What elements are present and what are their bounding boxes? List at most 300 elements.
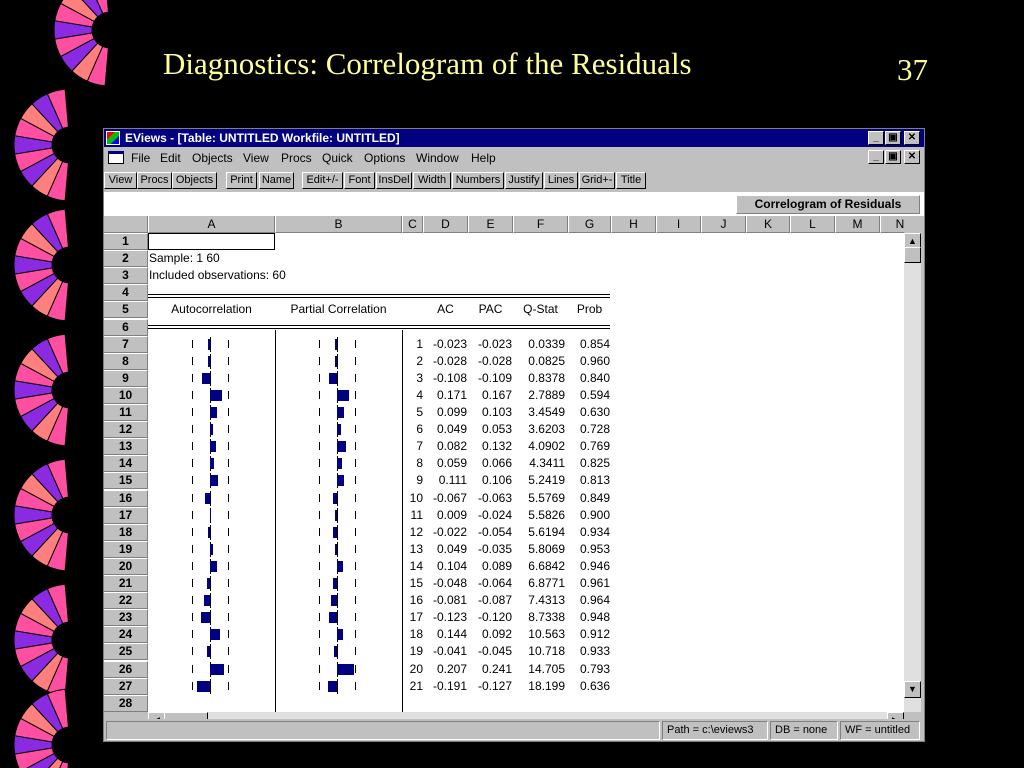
ac-center-line (210, 354, 211, 369)
ac-bound-tick (228, 476, 229, 484)
menu-objects[interactable]: Objects (192, 151, 233, 165)
prob-value: 0.840 (579, 370, 610, 385)
pac-value: 0.066 (481, 456, 512, 471)
edit-area[interactable] (104, 192, 924, 216)
ac-bound-tick (228, 613, 229, 621)
ac-bound-tick (228, 374, 229, 382)
pac-center-line (337, 508, 338, 523)
ac-bound-tick (192, 391, 193, 399)
pac-value: -0.127 (477, 678, 512, 693)
pac-bar (329, 612, 337, 623)
ac-value: -0.067 (432, 490, 467, 505)
vertical-scrollbar[interactable] (904, 233, 921, 712)
ac-bar (205, 493, 210, 504)
ac-bound-tick (192, 665, 193, 673)
ac-bar (208, 356, 210, 367)
ac-value: -0.123 (432, 610, 467, 625)
row-header-2[interactable]: 2 (104, 250, 148, 267)
toolbar-button-font[interactable]: Font (344, 172, 375, 189)
pac-bound-tick (319, 357, 320, 365)
pac-bound-tick (319, 340, 320, 348)
ac-bar (210, 475, 218, 486)
lag-value: 3 (416, 370, 423, 385)
q-stat-value: 2.7889 (528, 387, 565, 402)
row-header-17[interactable]: 17 (104, 507, 148, 524)
toolbar-button-procs[interactable]: Procs (137, 172, 172, 189)
q-stat-value: 0.0825 (528, 353, 565, 368)
table-toolbar (104, 170, 924, 190)
window-title: EViews - [Table: UNTITLED Workfile: UNTITLED] (125, 131, 400, 145)
menu-procs[interactable]: Procs (281, 151, 312, 165)
ac-bound-tick (228, 682, 229, 690)
pac-bound-tick (319, 494, 320, 502)
ac-bound-tick (192, 511, 193, 519)
pac-bar (329, 373, 337, 384)
ac-bound-tick (192, 647, 193, 655)
ac-value: 0.111 (438, 473, 467, 488)
q-stat-value: 0.8378 (528, 370, 565, 385)
ac-value: -0.028 (432, 353, 467, 368)
q-stat-value: 10.718 (528, 644, 565, 659)
ac-value: 0.207 (436, 661, 467, 676)
ac-bar (210, 458, 214, 469)
ac-center-line (210, 610, 211, 625)
toolbar-button-view[interactable]: View (104, 172, 137, 189)
q-stat-value: 7.4313 (528, 593, 565, 608)
row-header-9[interactable]: 9 (104, 370, 148, 387)
pac-bound-tick (355, 647, 356, 655)
pac-value: -0.023 (477, 336, 512, 351)
row-header-20[interactable]: 20 (104, 558, 148, 575)
pac-bound-tick (355, 494, 356, 502)
ac-bound-tick (192, 528, 193, 536)
row-header-5[interactable]: 5 (104, 301, 148, 318)
ac-bound-tick (192, 459, 193, 467)
doc-close-button[interactable]: ✕ (904, 150, 920, 164)
table-top-rule (148, 294, 610, 295)
fan-ornament (14, 209, 68, 321)
lag-value: 2 (416, 353, 423, 368)
ac-bound-tick (192, 579, 193, 587)
pac-bar (337, 441, 346, 452)
column-header-e[interactable]: E (468, 216, 513, 233)
ac-value: -0.191 (432, 678, 467, 693)
pac-bar (334, 646, 337, 657)
q-stat-value: 5.8069 (528, 541, 565, 556)
pac-value: -0.028 (477, 353, 512, 368)
ac-bound-tick (192, 425, 193, 433)
pac-bar (337, 424, 341, 435)
doc-restore-button[interactable]: ▣ (885, 150, 901, 164)
menu-edit[interactable]: Edit (160, 151, 181, 165)
prob-value: 0.933 (579, 644, 610, 659)
slide-title: Diagnostics: Correlogram of the Residuals (163, 46, 692, 81)
pac-value: 0.132 (481, 439, 512, 454)
lag-value: 7 (416, 439, 423, 454)
pac-center-line (337, 354, 338, 369)
row-header-6[interactable]: 6 (104, 319, 148, 336)
pac-bound-tick (355, 613, 356, 621)
fan-ornament (54, 0, 108, 86)
menu-quick[interactable]: Quick (322, 151, 353, 165)
pac-center-line (337, 593, 338, 608)
toolbar-button-width[interactable]: Width (413, 172, 451, 189)
row-header-1[interactable]: 1 (104, 233, 148, 250)
ac-bar (208, 339, 210, 350)
column-header-f[interactable]: F (513, 216, 568, 233)
pac-bound-tick (355, 357, 356, 365)
toolbar-button-name[interactable]: Name (259, 172, 294, 189)
window-title-bar[interactable] (104, 129, 924, 147)
ac-bar (210, 441, 216, 452)
pac-bound-tick (319, 596, 320, 604)
row-header-27[interactable]: 27 (104, 678, 148, 695)
ac-bound-tick (228, 665, 229, 673)
q-stat-value: 4.3411 (529, 456, 565, 471)
pac-bound-tick (355, 682, 356, 690)
pac-bar (333, 493, 337, 504)
pac-bar (335, 339, 337, 350)
ac-bound-tick (228, 340, 229, 348)
pac-bound-tick (319, 665, 320, 673)
pac-bound-tick (355, 442, 356, 450)
ac-bound-tick (192, 682, 193, 690)
ac-center-line (210, 576, 211, 591)
row-header-16[interactable]: 16 (104, 490, 148, 507)
pac-bar (337, 629, 343, 640)
row-header-23[interactable]: 23 (104, 609, 148, 626)
column-header-b[interactable]: B (275, 216, 402, 233)
pac-value: -0.064 (477, 576, 512, 590)
pac-bound-tick (319, 579, 320, 587)
header-ac: AC (437, 302, 454, 317)
pac-bound-tick (319, 682, 320, 690)
ac-bound-tick (228, 562, 229, 570)
ac-bound-tick (228, 511, 229, 519)
ac-center-line (210, 644, 211, 659)
doc-minimize-button[interactable]: _ (868, 150, 884, 164)
pac-value: 0.106 (481, 473, 512, 488)
row-header-15[interactable]: 15 (104, 472, 148, 489)
column-header-k[interactable]: K (746, 216, 790, 233)
ac-bar (197, 681, 210, 692)
prob-value: 0.849 (579, 490, 610, 505)
ac-value: 0.049 (436, 541, 467, 556)
table-header-rule-2 (148, 328, 610, 329)
q-stat-value: 6.8771 (528, 576, 565, 590)
prob-value: 0.630 (579, 405, 610, 419)
lag-value: 16 (409, 593, 423, 608)
ac-bound-tick (228, 391, 229, 399)
pac-bound-tick (319, 442, 320, 450)
pac-center-line (337, 371, 338, 386)
ac-value: -0.081 (432, 593, 467, 608)
lag-value: 14 (409, 558, 423, 573)
ac-bound-tick (228, 442, 229, 450)
column-b-divider (275, 330, 276, 712)
fan-ornament (14, 459, 68, 571)
document-icon[interactable] (108, 151, 124, 164)
header-partial-correlation: Partial Correlation (290, 302, 387, 317)
ac-bound-tick (192, 596, 193, 604)
row-header-24[interactable]: 24 (104, 626, 148, 643)
ac-value: -0.023 (432, 336, 467, 351)
row-header-4[interactable]: 4 (104, 284, 148, 301)
pac-bound-tick (355, 545, 356, 553)
scroll-up-arrow-icon[interactable]: ▲ (904, 233, 921, 250)
ac-bound-tick (228, 459, 229, 467)
pac-bound-tick (355, 562, 356, 570)
header-prob: Prob (576, 302, 603, 317)
pac-bar (335, 356, 337, 367)
ac-bar (210, 561, 217, 572)
ac-value: -0.108 (432, 370, 467, 385)
toolbar-button-insdel[interactable]: InsDel (376, 172, 412, 189)
ac-bound-tick (192, 357, 193, 365)
lag-value: 5 (416, 405, 423, 419)
lag-value: 6 (416, 422, 423, 437)
pac-bound-tick (319, 425, 320, 433)
ac-bound-tick (192, 374, 193, 382)
q-stat-value: 18.199 (528, 678, 565, 693)
ac-center-line (210, 679, 211, 694)
fan-ornament (14, 689, 68, 768)
lag-value: 11 (410, 507, 423, 522)
selected-cell-a1[interactable] (148, 233, 275, 250)
ac-bound-tick (192, 613, 193, 621)
sample-text: Sample: 1 60 (149, 251, 220, 266)
column-header-l[interactable]: L (790, 216, 835, 233)
row-header-11[interactable]: 11 (104, 404, 148, 421)
eviews-window (103, 128, 925, 742)
column-header-d[interactable]: D (423, 216, 468, 233)
close-button[interactable]: ✕ (904, 131, 920, 145)
toolbar-button-lines[interactable]: Lines (544, 172, 578, 189)
eviews-app-icon[interactable] (106, 131, 120, 145)
ac-bound-tick (192, 340, 193, 348)
column-header-j[interactable]: J (701, 216, 746, 233)
column-header-i[interactable]: I (656, 216, 701, 233)
pac-bound-tick (319, 630, 320, 638)
pac-bar (333, 527, 337, 538)
row-header-12[interactable]: 12 (104, 421, 148, 438)
pac-value: -0.087 (477, 593, 512, 608)
ac-center-line (210, 371, 211, 386)
prob-value: 0.934 (579, 524, 610, 539)
pac-bound-tick (355, 665, 356, 673)
lag-value: 19 (409, 644, 423, 659)
prob-value: 0.793 (579, 661, 610, 676)
pac-bar (337, 475, 344, 486)
pac-bound-tick (355, 408, 356, 416)
lag-value: 8 (416, 456, 423, 471)
ac-value: 0.144 (436, 627, 467, 642)
minimize-button[interactable]: _ (868, 131, 884, 145)
header-q-stat: Q-Stat (523, 302, 558, 317)
ac-value: -0.048 (432, 576, 467, 590)
row-header-14[interactable]: 14 (104, 455, 148, 472)
menu-help[interactable]: Help (471, 151, 496, 165)
ac-bar (202, 373, 210, 384)
column-header-a[interactable]: A (148, 216, 275, 233)
ac-bound-tick (192, 545, 193, 553)
status-message (106, 721, 660, 740)
toolbar-button-grid[interactable]: Grid+- (579, 172, 615, 189)
q-stat-value: 5.5769 (528, 490, 565, 505)
ac-bar (210, 390, 222, 401)
menu-view[interactable]: View (243, 151, 269, 165)
row-header-28[interactable]: 28 (104, 695, 148, 712)
pac-value: 0.053 (481, 422, 512, 437)
menu-file[interactable]: File (131, 151, 151, 165)
row-header-13[interactable]: 13 (104, 438, 148, 455)
ac-bar (210, 629, 220, 640)
ac-bar (210, 510, 211, 521)
q-stat-value: 0.0339 (528, 336, 565, 351)
prob-value: 0.912 (579, 627, 610, 642)
spreadsheet-grid[interactable] (104, 216, 904, 712)
pac-center-line (337, 576, 338, 591)
pac-bound-tick (319, 511, 320, 519)
prob-value: 0.636 (579, 678, 610, 693)
pac-bar (337, 458, 342, 469)
restore-button[interactable]: ▣ (885, 131, 901, 145)
pac-bar (337, 561, 343, 572)
prob-value: 0.813 (579, 473, 610, 488)
ac-center-line (210, 525, 211, 540)
row-header-21[interactable]: 21 (104, 575, 148, 592)
column-header-c[interactable]: C (402, 216, 423, 233)
pac-bar (337, 407, 344, 418)
ac-bound-tick (228, 579, 229, 587)
pac-value: -0.045 (477, 644, 512, 659)
ac-bar (210, 424, 213, 435)
pac-bound-tick (319, 528, 320, 536)
pac-bar (335, 544, 337, 555)
lag-value: 9 (416, 473, 423, 488)
column-header-m[interactable]: M (835, 216, 880, 233)
pac-bound-tick (355, 579, 356, 587)
pac-bar (333, 578, 337, 589)
table-label: Correlogram of Residuals (736, 195, 920, 214)
prob-value: 0.946 (579, 558, 610, 573)
toolbar-button-objects[interactable]: Objects (172, 172, 217, 189)
toolbar-button-title[interactable]: Title (616, 172, 646, 189)
pac-center-line (337, 337, 338, 352)
q-stat-value: 3.6203 (528, 422, 565, 437)
row-header-25[interactable]: 25 (104, 643, 148, 660)
ac-center-line (210, 593, 211, 608)
pac-bound-tick (355, 511, 356, 519)
pac-bound-tick (319, 545, 320, 553)
lag-value: 17 (409, 610, 423, 625)
toolbar-button-justify[interactable]: Justify (505, 172, 543, 189)
pac-bound-tick (355, 374, 356, 382)
menu-options[interactable]: Options (364, 151, 406, 165)
toolbar-button-print[interactable]: Print (226, 172, 257, 189)
q-stat-value: 6.6842 (528, 558, 565, 573)
ac-value: 0.059 (436, 456, 467, 471)
column-header-n[interactable]: N (880, 216, 904, 233)
included-observations-text: Included observations: 60 (149, 268, 286, 283)
pac-center-line (337, 644, 338, 659)
header-pac: PAC (478, 302, 503, 317)
prob-value: 0.594 (579, 387, 610, 402)
ac-bound-tick (228, 408, 229, 416)
ac-bar (208, 527, 210, 538)
pac-bound-tick (355, 340, 356, 348)
lag-value: 18 (409, 627, 423, 642)
row-header-7[interactable]: 7 (104, 336, 148, 353)
ac-bound-tick (228, 528, 229, 536)
scroll-down-arrow-icon[interactable]: ▼ (904, 681, 921, 698)
row-header-19[interactable]: 19 (104, 541, 148, 558)
pac-bar (328, 681, 337, 692)
pac-value: 0.241 (481, 661, 512, 676)
pac-bound-tick (319, 408, 320, 416)
pac-value: -0.024 (477, 507, 512, 522)
lag-value: 1 (416, 336, 423, 351)
ac-value: -0.041 (432, 644, 467, 659)
q-stat-value: 3.4549 (528, 405, 565, 419)
ac-bound-tick (228, 647, 229, 655)
prob-value: 0.964 (579, 593, 610, 608)
ac-bar (210, 407, 217, 418)
row-header-3[interactable]: 3 (104, 267, 148, 284)
pac-bound-tick (319, 476, 320, 484)
pac-bound-tick (355, 476, 356, 484)
pac-bar (337, 390, 349, 401)
pac-bound-tick (355, 630, 356, 638)
ac-value: 0.104 (436, 558, 467, 573)
column-header-g[interactable]: G (568, 216, 611, 233)
row-header-10[interactable]: 10 (104, 387, 148, 404)
grid-corner[interactable] (104, 216, 148, 233)
lag-value: 13 (409, 541, 423, 556)
row-header-18[interactable]: 18 (104, 524, 148, 541)
ac-bar (207, 578, 210, 589)
ac-value: 0.099 (436, 405, 467, 419)
row-header-26[interactable]: 26 (104, 661, 148, 678)
header-autocorrelation: Autocorrelation (171, 302, 252, 317)
ac-bound-tick (228, 425, 229, 433)
pac-bound-tick (355, 391, 356, 399)
q-stat-value: 5.2419 (528, 473, 565, 488)
toolbar-button-edit[interactable]: Edit+/- (302, 172, 343, 189)
lag-value: 15 (409, 576, 423, 590)
pac-bound-tick (319, 374, 320, 382)
menu-window[interactable]: Window (416, 151, 459, 165)
pac-bound-tick (319, 647, 320, 655)
ac-bound-tick (228, 357, 229, 365)
row-header-8[interactable]: 8 (104, 353, 148, 370)
toolbar-button-numbers[interactable]: Numbers (452, 172, 504, 189)
lag-value: 21 (409, 678, 423, 693)
scroll-thumb[interactable] (904, 247, 921, 263)
lag-value: 20 (409, 661, 423, 676)
row-header-22[interactable]: 22 (104, 592, 148, 609)
ac-bound-tick (192, 562, 193, 570)
pac-center-line (337, 679, 338, 694)
column-header-h[interactable]: H (611, 216, 656, 233)
pac-center-line (337, 542, 338, 557)
pac-bound-tick (355, 596, 356, 604)
table-top-rule-2 (148, 297, 610, 298)
fan-ornament (14, 89, 68, 201)
pac-center-line (337, 525, 338, 540)
ac-bound-tick (192, 476, 193, 484)
prob-value: 0.728 (579, 422, 610, 437)
